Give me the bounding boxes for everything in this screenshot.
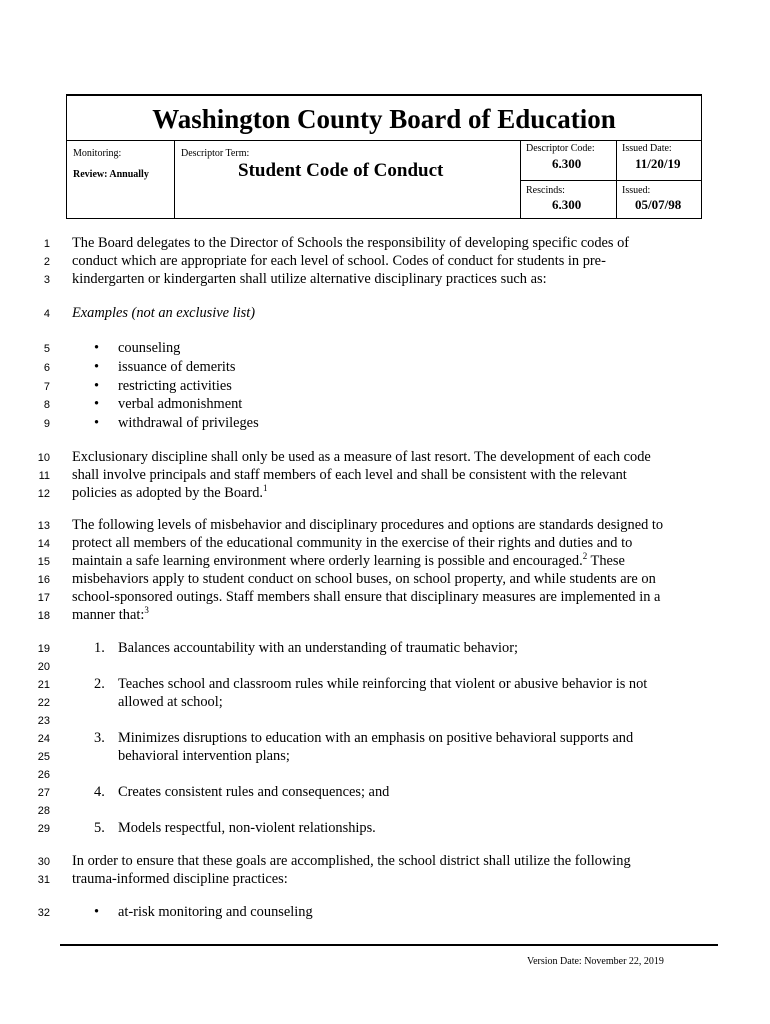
paragraph-line: school-sponsored outings. Staff members shall ensure that disciplinary measures are implemented in a	[72, 589, 661, 605]
descriptor-code-label: Descriptor Code:	[526, 143, 595, 154]
list-number: 1.	[94, 640, 105, 656]
list-number: 3.	[94, 730, 105, 746]
line-number: 20	[37, 661, 50, 673]
line-number: 12	[37, 488, 50, 500]
line-number: 31	[37, 874, 50, 886]
line-number: 4	[43, 308, 50, 320]
line-number: 2	[43, 256, 50, 268]
paragraph-line	[72, 552, 625, 570]
numbered-item-continuation: behavioral intervention plans;	[118, 748, 290, 764]
rescinds-label: Rescinds:	[526, 185, 565, 196]
list-item: counseling	[118, 340, 181, 356]
paragraph-line: Exclusionary discipline shall only be used as a measure of last resort. The development of each code	[72, 449, 651, 465]
version-date: Version Date: November 22, 2019	[527, 956, 664, 967]
board-title: Washington County Board of Education	[152, 104, 616, 134]
line-number: 32	[37, 907, 50, 919]
descriptor-code-value: 6.300	[552, 156, 582, 171]
line-number: 7	[43, 381, 50, 393]
monitoring-value: Review: Annually	[73, 169, 149, 180]
line-number: 23	[37, 715, 50, 727]
line-number: 22	[37, 697, 50, 709]
rescinds-value: 6.300	[552, 197, 582, 212]
line-number: 21	[37, 679, 50, 691]
line-number: 3	[43, 274, 50, 286]
line-number: 11	[38, 470, 50, 482]
numbered-item: Teaches school and classroom rules while reinforcing that violent or abusive behavior is not	[118, 676, 648, 692]
line-number: 17	[37, 592, 50, 604]
numbered-item-continuation: allowed at school;	[118, 694, 223, 710]
policy-header-table	[66, 94, 702, 219]
list-item: issuance of demerits	[118, 359, 236, 375]
line-number: 18	[37, 610, 50, 622]
numbered-item: Models respectful, non-violent relationships.	[118, 820, 376, 836]
list-item: at-risk monitoring and counseling	[118, 904, 313, 920]
bullet-icon: •	[94, 378, 100, 394]
header-col-divider	[616, 140, 617, 218]
paragraph-line: The Board delegates to the Director of Schools the responsibility of developing specific codes of	[72, 235, 630, 251]
paragraph-text: policies as adopted by the Board.	[72, 485, 264, 501]
paragraph-text: manner that:	[72, 607, 145, 623]
line-number: 15	[37, 556, 50, 568]
line-number: 9	[43, 418, 50, 430]
list-number: 5.	[94, 820, 105, 836]
line-number: 1	[43, 238, 50, 250]
line-number: 8	[43, 399, 50, 411]
issued-date-value: 11/20/19	[635, 156, 681, 171]
paragraph-text: maintain a safe learning environment where orderly learning is possible and encouraged.	[72, 553, 583, 569]
examples-heading: Examples (not an exclusive list)	[72, 305, 256, 321]
line-number: 6	[43, 362, 50, 374]
paragraph-line: conduct which are appropriate for each level of school. Codes of conduct for students in pre-	[72, 253, 606, 269]
paragraph-line	[72, 606, 149, 624]
bullet-icon: •	[94, 359, 100, 375]
numbered-item: Minimizes disruptions to education with an emphasis on positive behavioral supports and	[118, 730, 634, 746]
list-item: verbal admonishment	[118, 396, 243, 412]
line-number: 19	[37, 643, 50, 655]
footnote-ref: 3	[144, 605, 149, 616]
descriptor-term-label: Descriptor Term:	[181, 148, 250, 159]
paragraph-line: The following levels of misbehavior and disciplinary procedures and options are standards designed to	[72, 517, 664, 533]
line-number: 26	[37, 769, 50, 781]
footer-rule	[60, 944, 718, 946]
list-number: 2.	[94, 676, 105, 692]
paragraph-line: protect all members of the educational community in the exercise of their rights and duties and to	[72, 535, 633, 551]
footnote-ref: 2	[582, 551, 588, 562]
line-number: 16	[37, 574, 50, 586]
bullet-icon: •	[94, 415, 100, 431]
line-number: 25	[37, 751, 50, 763]
header-col-divider	[174, 140, 175, 218]
issued-value: 05/07/98	[635, 197, 682, 212]
header-divider	[67, 140, 701, 141]
monitoring-label: Monitoring:	[73, 148, 122, 159]
list-number: 4.	[94, 784, 105, 800]
list-item: restricting activities	[118, 378, 232, 394]
line-number: 30	[37, 856, 50, 868]
paragraph-line: shall involve principals and staff members of each level and shall be consistent with the relevant	[72, 467, 627, 483]
paragraph-line: In order to ensure that these goals are accomplished, the school district shall utilize the following	[72, 853, 631, 869]
header-row-divider	[520, 180, 701, 181]
descriptor-term-value: Student Code of Conduct	[238, 160, 444, 181]
header-col-divider	[520, 140, 521, 218]
issued-date-label: Issued Date:	[622, 143, 672, 154]
footnote-ref: 1	[263, 483, 268, 494]
line-number: 24	[37, 733, 50, 745]
paragraph-text: These	[587, 553, 625, 569]
line-number: 13	[37, 520, 50, 532]
line-number: 5	[43, 343, 50, 355]
line-number: 28	[37, 805, 50, 817]
numbered-item: Balances accountability with an understanding of traumatic behavior;	[118, 640, 519, 656]
numbered-item: Creates consistent rules and consequences; and	[118, 784, 390, 800]
paragraph-line	[72, 484, 268, 502]
bullet-icon: •	[94, 396, 100, 412]
paragraph-line: misbehaviors apply to student conduct on school buses, on school property, and while students are on	[72, 571, 656, 587]
bullet-icon: •	[94, 340, 100, 356]
line-number: 29	[37, 823, 50, 835]
paragraph-line: kindergarten or kindergarten shall utilize alternative disciplinary practices such as:	[72, 271, 547, 287]
issued-label: Issued:	[622, 185, 651, 196]
line-number: 10	[37, 452, 50, 464]
paragraph-line: trauma-informed discipline practices:	[72, 871, 288, 887]
line-number: 27	[37, 787, 50, 799]
list-item: withdrawal of privileges	[118, 415, 259, 431]
line-number: 14	[37, 538, 50, 550]
bullet-icon: •	[94, 904, 100, 920]
